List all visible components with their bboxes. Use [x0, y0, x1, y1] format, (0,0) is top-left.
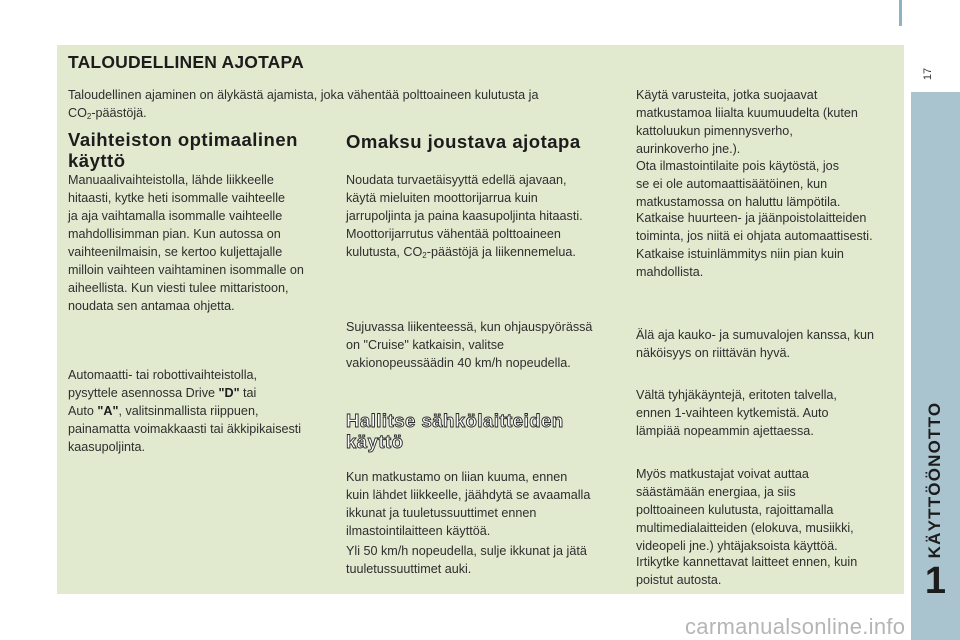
idling-paragraph: Vältä tyhjäkäyntejä, eritoten talvella, ennen 1-vaihteen kytkemistä. Auto lämpiää nopeammin ajettaessa.: [636, 388, 837, 438]
page-number: 17: [922, 67, 934, 81]
chapter-number: 1: [924, 560, 947, 602]
heading-gearbox: Vaihteiston optimaalinen käyttö: [68, 129, 298, 171]
gearbox-automatic-paragraph: Automaatti- tai robottivaihteistolla, pysyttele asennossa Drive "D" tai Auto "A", valitsinmallista riippuen, painamatta voimakkaasti tai äkkipikaisesti kaasupoljinta.: [68, 368, 302, 454]
windows-paragraph: Yli 50 km/h nopeudella, sulje ikkunat ja jätä tuuletussuuttimet auki.: [346, 544, 587, 576]
gearbox-manual-paragraph: Manuaalivaihteistolla, lähde liikkeelle hitaasti, kytke heti isommalle vaihteelle ja aja vaihtamalla isommalle vaihteelle mahdollisimman pian. Kun autossa on vaihteenilmaisin, se kertoo kuljettajalle milloin vaihteen vaihtaminen isommalle on aiheellista. Kun viesti tulee mittaristoon, noudata sen antamaa ohjetta.: [68, 173, 304, 313]
defrost-paragraph: Katkaise huurteen- ja jäänpoistolaitteiden toiminta, jos niitä ei ohjata automaattisesti.: [636, 211, 873, 243]
air-conditioning-paragraph: Ota ilmastointilaite pois käytöstä, jos se ei ole automaattisäätöinen, kun matkustamossa on haluttu lämpötila.: [636, 159, 841, 209]
flexible-driving-paragraph: Noudata turvaetäisyyttä edellä ajavaan, käytä mieluiten moottorijarrua kuin jarrupoljinta ja paina kaasupoljinta hitaasti. Moottorijarrutus vähentää polttoaineen kulutusta, $CO_2$-päästöjä ja liikennemelua.: [346, 173, 583, 260]
lights-paragraph: Älä aja kauko- ja sumuvalojen kanssa, kun näköisyys on riittävän hyvä.: [636, 328, 875, 360]
watermark: carmanualsonline.info: [685, 614, 906, 639]
cruise-paragraph: Sujuvassa liikenteessä, kun ohjauspyörässä on "Cruise" katkaisin, valitse vakionopeussäädin 40 km/h nopeudella.: [346, 320, 593, 370]
cabin-cooling-paragraph: Kun matkustamo on liian kuuma, ennen kuin lähdet liikkeelle, jäähdytä se avaamalla ikkunat ja tuuletussuuttimet ennen ilmastointilaitteen käyttöä.: [346, 470, 591, 538]
sun-protection-paragraph: Käytä varusteita, jotka suojaavat matkustamoa liialta kuumuudelta (kuten kattoluukun pimennysverho, aurinkoverho jne.).: [636, 88, 858, 156]
intro-paragraph: Taloudellinen ajaminen on älykästä ajamista, joka vähentää polttoaineen kulutusta ja $CO_2$-päästöjä.: [68, 88, 539, 121]
heading-electrical-devices: Hallitse sähkölaitteiden käyttö: [346, 410, 564, 452]
heading-flexible-driving: Omaksu joustava ajotapa: [346, 131, 581, 152]
chapter-label: KÄYTTÖÖNOTTO: [925, 401, 944, 559]
passengers-paragraph: Myös matkustajat voivat auttaa säästämään energiaa, ja siis polttoaineen kulutusta, rajoittamalla multimedialaitteiden (elokuva, musiikki, videopeli jne.) yhtäjaksoista käyttöä.: [636, 467, 854, 553]
portable-devices-paragraph: Irtikytke kannettavat laitteet ennen, kuin poistut autosta.: [636, 555, 858, 587]
top-tick-mark: [899, 0, 902, 26]
page-title: TALOUDELLINEN AJOTAPA: [68, 52, 304, 72]
seat-heating-paragraph: Katkaise istuinlämmitys niin pian kuin mahdollista.: [636, 247, 844, 279]
